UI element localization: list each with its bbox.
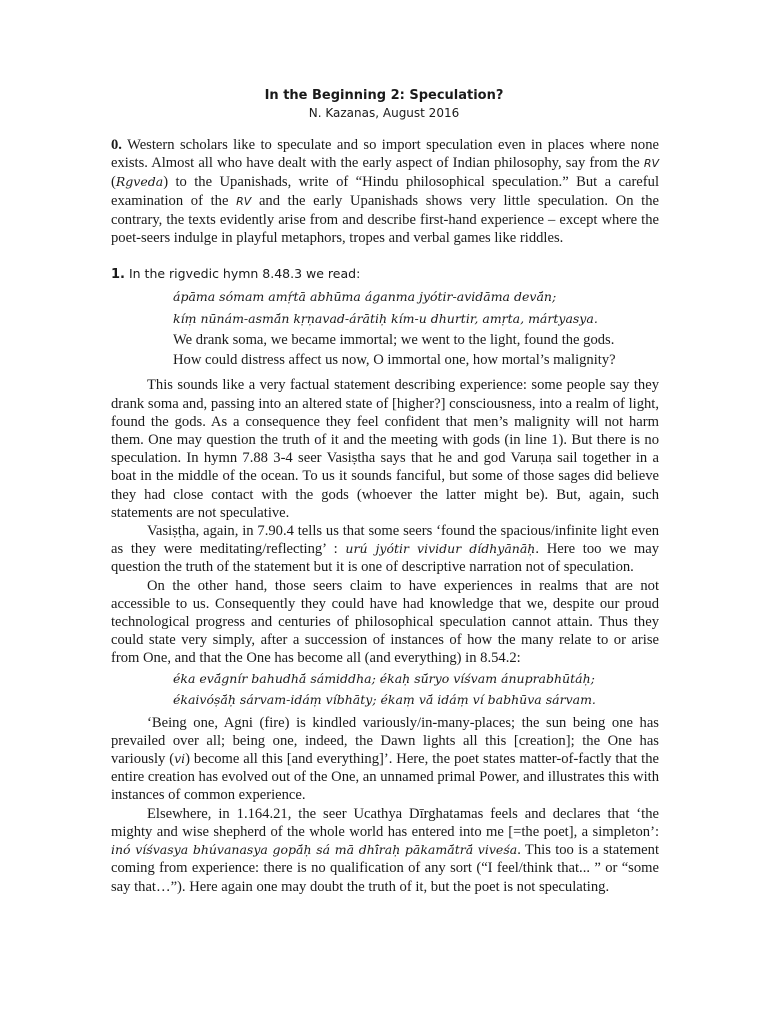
text-run: Vasiṣṭha, again, in 7.90.4 tells us that some seers ‘found the spacious/infinite light even as they were meditating/reflecting’ : (111, 523, 659, 558)
verse-translation (173, 330, 659, 370)
sanskrit-verse (173, 286, 659, 330)
sanskrit-term: vi (174, 751, 186, 767)
body-paragraph (111, 522, 659, 577)
section-1-lead (111, 265, 659, 284)
document-body (111, 136, 659, 896)
section-0-paragraph (111, 136, 659, 247)
text-run: Western scholars like to speculate and so import speculation even in places where none exists. Almost all who have dealt with the early aspect of Indian philosophy, say from the (111, 137, 659, 172)
text-run: ‘Being one, Agni (fire) is kindled variously/in-many-places; the sun being one has prevailed over all; being one, indeed, the Dawn lights all this [creation]; the One has variously ( (111, 714, 659, 768)
sanskrit-quote: urú jyótir vividur dídhyānāḥ (345, 541, 536, 557)
section-number: 1. (111, 267, 125, 283)
rv-abbrev: RV (236, 194, 252, 208)
rgveda-term: Rgveda (115, 174, 164, 190)
section-number: 0. (111, 137, 122, 153)
rv-abbrev: RV (643, 157, 659, 171)
sanskrit-quote: inó víśvasya bhúvanasya gopā́ḥ sá mā dhī́raḥ pākamā́trā́ viveśa (111, 842, 518, 858)
verse-line: kíṃ nūnám-asmā́n kṛṇavad-árātiḥ kím-u dhurtir, amṛta, mártyasya. (173, 311, 598, 327)
text-run: ) to the Upanishads, write of “Hindu philosophical speculation.” But a careful examination of the (111, 174, 659, 209)
verse-line: éka evā́gnír bahudhā́ sámiddha; ékaḥ sū́ryo víśvam ánuprabhūtáḥ; (173, 670, 595, 686)
document-title: In the Beginning 2: Speculation? (264, 88, 504, 103)
translation-line: How could distress affect us now, O immortal one, how mortal’s malignity? (173, 352, 616, 369)
author-line: N. Kazanas, August 2016 (308, 106, 460, 120)
text-run: . This too is a statement coming from experience: there is no qualification of any sort (“I feel/think that... ” or “some say that…”). Here again one may doubt the truth of it, but the poet is not speculating. (111, 842, 660, 895)
translation-line: We drank soma, we became immortal; we went to the light, found the gods. (173, 332, 615, 349)
verse-line: ápāma sómam amṛ́tā abhūma áganma jyótir-avidāma devā́n; (173, 289, 557, 305)
body-paragraph: On the other hand, those seers claim to have experiences in realms that are not accessible to us. Consequently they could have had knowledge that we, despite our proud technological progress and centuries of philosophical speculation cannot attain. Thus they could state very simply, after a succession of instances of how the many relate to or arise from One, and that the One has become all (and everything) in 8.54.2: (111, 577, 659, 667)
verse-line: ékaivóṣā́ḥ sárvam-idáṃ víbhāty; ékaṃ vā́ idáṃ ví babhūva sárvam. (173, 691, 596, 707)
text-run: . Here too we may question the truth of the statement but it is one of descriptive narration not of speculation. (111, 541, 659, 576)
text-run: and the early Upanishads shows very little speculation. On the contrary, the texts evidently arise from and describe first-hand experience – except where the poet-seers indulge in playful metaphors, tropes and verbal games like riddles. (111, 192, 659, 247)
text-run: In the rigvedic hymn 8.48.3 we read: (124, 266, 361, 282)
text-run: ( (111, 174, 116, 191)
text-run: ) become all this [and everything]’. Here, the poet states matter-of-factly that the entire creation has evolved out of the One, an unnamed primal Power, and illustrates this with instances of common experience. (111, 751, 659, 804)
sanskrit-verse (173, 668, 659, 710)
body-paragraph: This sounds like a very factual statement describing experience: some people say they drank soma and, passing into an altered state of [higher?] consciousness, into a realm of light, found the gods. As a consequence they feel confident that men’s malignity will not harm them. One may question the truth of it and the meeting with gods (in line 1). But there is no speculation. In hymn 7.88 3-4 seer Vasiṣtha says that he and god Varuṇa sail together in a boat in the middle of the ocean. To us it sounds fanciful, but some of those sages did believe they had close contact with the gods (whoever the latter might be). But, again, such statements are not speculative. (111, 377, 659, 521)
body-paragraph (111, 805, 659, 896)
body-paragraph (111, 714, 659, 805)
text-run: Elsewhere, in 1.164.21, the seer Ucathya Dīrghatamas feels and declares that ‘the mighty and wise shepherd of the whole world has entered into me [=the poet], a simpleton’: (111, 805, 659, 840)
